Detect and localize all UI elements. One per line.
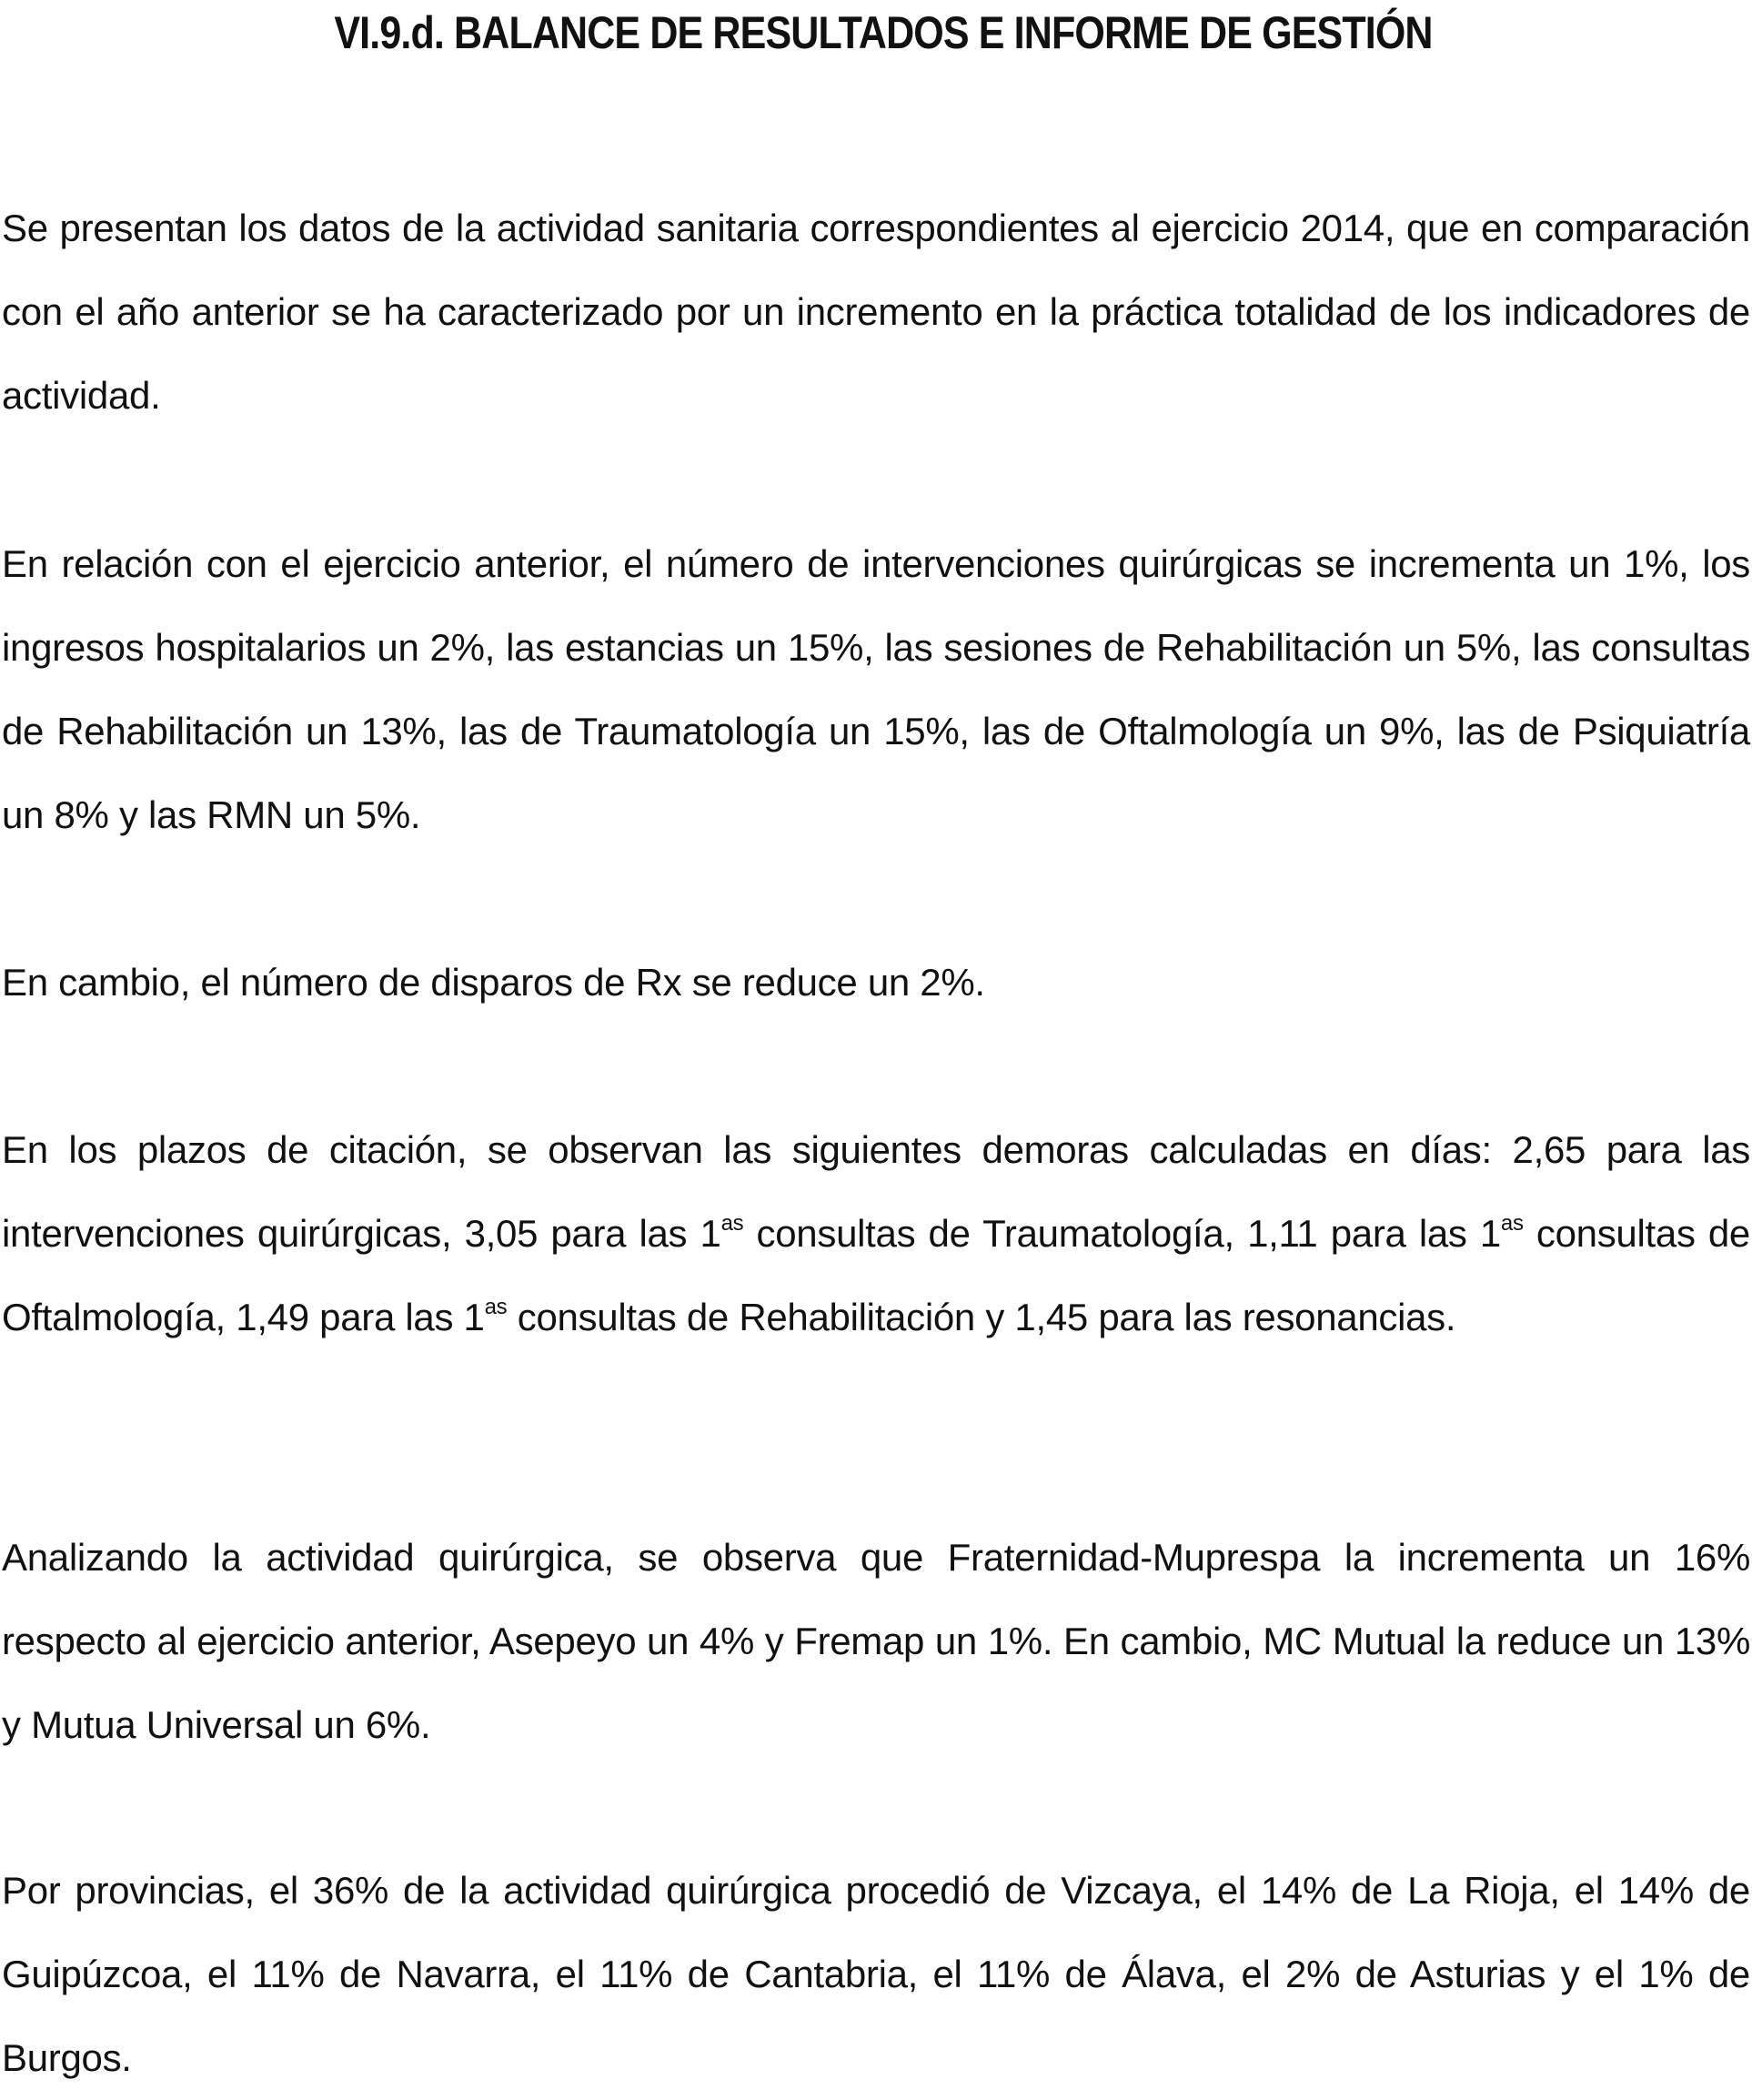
paragraph-activity-increases: En relación con el ejercicio anterior, el número de intervenciones quirúrgicas se incrementa un 1%, los ingresos hospitalarios un 2%, las estancias un 15%, las sesiones de Rehabilitación un 5%, las consultas de Rehabilitación un 13%, las de Traumatología un 15%, las de Oftalmología un 9%, las de Psiquiatría un 8% y las RMN un 5%. <box>2 542 1750 836</box>
paragraph-activity-by-province: Por provincias, el 36% de la actividad quirúrgica procedió de Vizcaya, el 14% de La Rioja, el 14% de Guipúzcoa, el 11% de Navarra, el 11% de Cantabria, el 11% de Álava, el 2% de Asturias y el 1% de Burgos. <box>2 1869 1750 2079</box>
paragraph-rx-reduction: En cambio, el número de disparos de Rx se reduce un 2%. <box>2 961 985 1004</box>
citation-text-part1: En los plazos de citación, se observan las siguientes demoras calculadas en días: 2,65 para las intervenciones quirúrgicas, 3,05 para las 1 <box>2 1128 1750 1255</box>
superscript-as: as <box>1500 1211 1524 1236</box>
document-title: VI.9.d. BALANCE DE RESULTADOS E INFORME DE GESTIÓN <box>334 7 1433 58</box>
superscript-as: as <box>484 1295 508 1319</box>
citation-text-part4: consultas de Rehabilitación y 1,45 para las resonancias. <box>507 1296 1456 1338</box>
paragraph-appointment-delays <box>2 1108 1750 1359</box>
paragraph-activity-summary: Se presentan los datos de la actividad sanitaria correspondientes al ejercicio 2014, que en comparación con el año anterior se ha caracterizado por un incremento en la práctica totalidad de los indicadores de actividad. <box>2 207 1750 417</box>
paragraph-surgical-activity-by-mutual: Analizando la actividad quirúrgica, se observa que Fraternidad-Muprespa la incrementa un 16% respecto al ejercicio anterior, Asepeyo un 4% y Fremap un 1%. En cambio, MC Mutual la reduce un 13% y Mutua Universal un 6%. <box>2 1536 1750 1746</box>
citation-text-part3: consultas de Oftalmología, 1,49 para las 1 <box>2 1212 1750 1338</box>
citation-text-part2: consultas de Traumatología, 1,11 para las 1 <box>743 1212 1501 1255</box>
superscript-as: as <box>720 1211 744 1236</box>
